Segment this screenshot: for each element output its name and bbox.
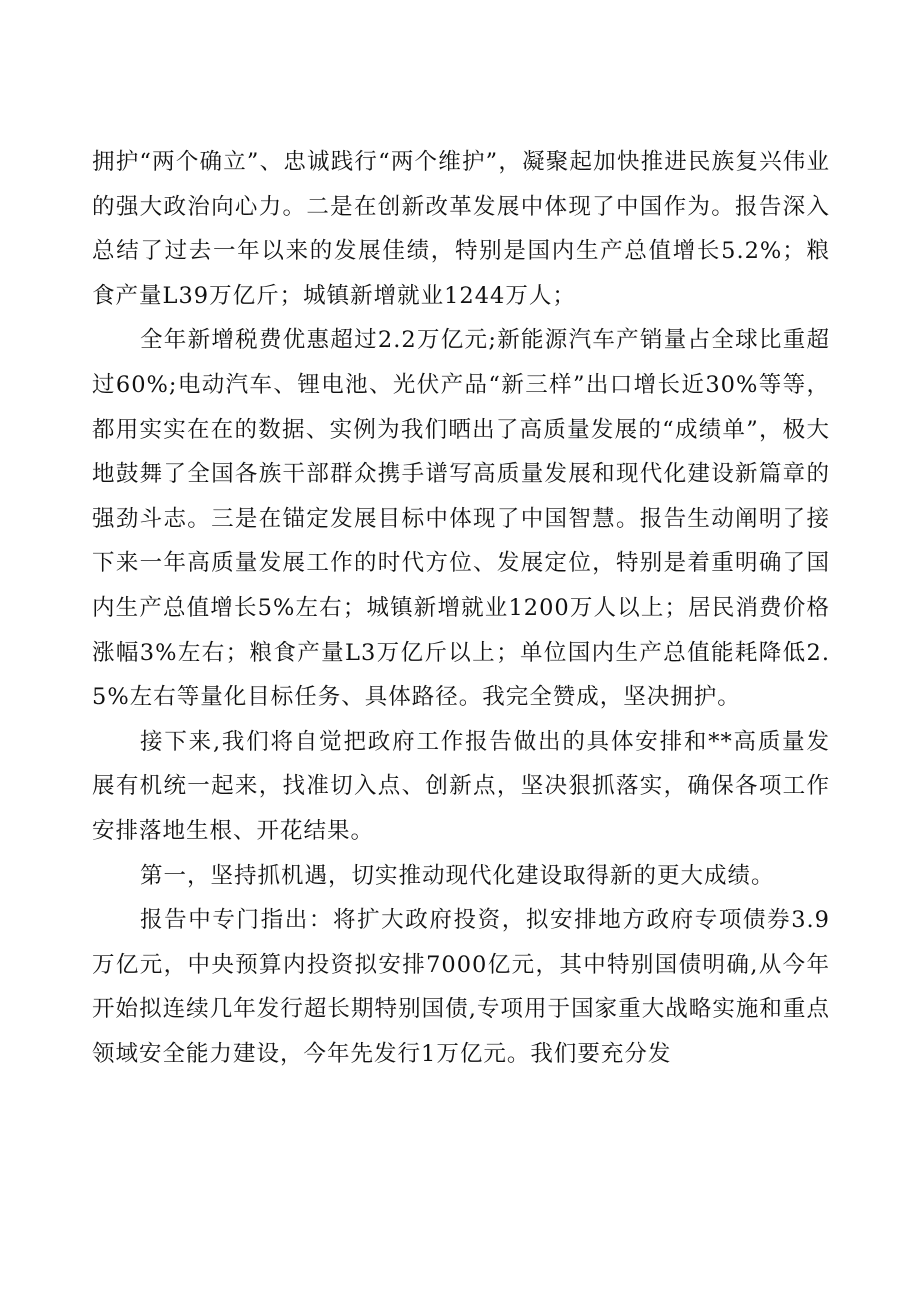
paragraph-3: 接下来,我们将自觉把政府工作报告做出的具体安排和**高质量发展有机统一起来，找准切入点、创新点，坚决狠抓落实，确保各项工作安排落地生根、开花结果。 [92, 728, 830, 844]
paragraph-5: 报告中专门指出：将扩大政府投资，拟安排地方政府专项债券3.9万亿元，中央预算内投资拟安排7000亿元，其中特别国债明确,从今年开始拟连续几年发行超长期特别国债,专项用于国家重大战略实施和重点领域安全能力建设，今年先发行1万亿元。我们要充分发 [92, 907, 830, 1067]
paragraph-4: 第一，坚持抓机遇，切实推动现代化建设取得新的更大成绩。 [140, 862, 775, 889]
paragraph-1: 拥护“两个确立”、忠诚践行“两个维护”，凝聚起加快推进民族复兴伟业的强大政治向心力。二是在创新改革发展中体现了中国作为。报告深入总结了过去一年以来的发展佳绩，特别是国内生产总值增长5.2%；粮食产量L39万亿斤；城镇新增就业1244万人； [92, 149, 830, 309]
paragraph-2: 全年新增税费优惠超过2.2万亿元;新能源汽车产销量占全球比重超过60%;电动汽车、锂电池、光伏产品“新三样”出口增长近30%等等，都用实实在在的数据、实例为我们晒出了高质量发展的“成绩单”，极大地鼓舞了全国各族干部群众携手谱写高质量发展和现代化建设新篇章的强劲斗志。三是在锚定发展目标中体现了中国智慧。报告生动阐明了接下来一年高质量发展工作的时代方位、发展定位，特别是着重明确了国内生产总值增长5%左右；城镇新增就业1200万人以上；居民消费价格涨幅3%左右；粮食产量L3万亿斤以上；单位国内生产总值能耗降低2.5%左右等量化目标任务、具体路径。我完全赞成，坚决拥护。 [92, 327, 830, 711]
